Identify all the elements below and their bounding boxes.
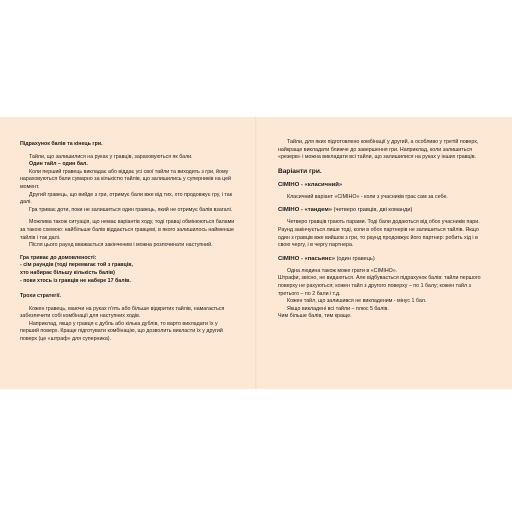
paragraph: Тайли, що залишилися на руках у гравців, зараховуються як бали. <box>29 153 193 160</box>
variant-name: СІМІНО <box>278 181 300 188</box>
variant-subtitle: - «пасьянс» <box>300 255 335 262</box>
paragraph: Коли перший гравець викладає або віддає усі свої тайли та виходить з гри, йому нараховуються бали сумарно за кількістю тайлів, що залишились у суперників на цей момент. <box>20 168 232 190</box>
variant-note: (четверо гравців, дві команди) <box>333 207 413 214</box>
rule-line: - сім раундів (тоді перемагає той з гравців, <box>20 262 133 269</box>
paragraph: Якщо викладені всі тайли – плюс 5 балів. <box>287 305 389 312</box>
paragraph: Четверо гравців грають парами. Тоді бали додаються від обох учасників пари. Раунд закінчується лише тоді, коли в обох партнерів не залишиться тайлів. Якщо один з гравців вже вийшов з гри, то раунд продовжує його партнер: робить хід і в свою чергу, і в чергу партнера. <box>278 219 480 249</box>
paragraph: Тайли, для яких підготовлено комбінації у другий, а особливо у третій поверх, найкраще викладати ближче до завершення гри. Наприклад, коли залишиться «резерв» і можна викладати всі тайли, що залишилися на руках у інших гравців. <box>278 139 479 161</box>
variant-name: СІМІНО <box>278 207 300 214</box>
paragraph: Кожен тайл, що залишився не викладеним - мінус 1 бал. <box>287 298 427 305</box>
rule-title: Гра триває до домовленості: <box>20 254 97 261</box>
heading-strategy: Трохи стратегії. <box>20 293 61 300</box>
variant-subtitle: - «тандем» <box>300 207 333 214</box>
one-tile-label: Один тайл – один бал. <box>29 161 88 168</box>
right-page <box>256 117 512 389</box>
paragraph: Штрафи, звісно, не видаються. Але відбувається підрахунок балів: тайли першого поверху не рахуються; кожен тайл з другого поверху – по 1 балу; кожен тайл з третього – по 2 бали і т.д. <box>278 275 481 297</box>
paragraph: Можлива також ситуація, що немає варіантів ходу, тоді гравці обмінюються балами за такою схемою: найбільше балів віддається гравцеві, в якого залишилось найменше тайлів і так далі. <box>20 219 235 241</box>
paragraph: Одна людина також може грати в «СІМІНО». <box>287 267 398 274</box>
rule-line: хто набирає більшу кількість балів) <box>20 269 115 276</box>
variant-subtitle: - «класичний» <box>300 181 343 188</box>
paragraph: Кожен гравець, маючи на руках п'ять або більше відкритих тайлів, намагається забезпечити собі комбінації для наступних ходів. <box>20 305 225 320</box>
variant-name: СІМІНО <box>278 255 300 262</box>
paragraph: Наприклад, якщо у гравця є дубль або кілька дублів, то варто викладати їх у перший поверх. Краще підготувати комбінацію, що дозволить викласти їх у другий поверх (це «штраф» для суперника). <box>20 320 223 343</box>
paragraph: Гра триває доти, поки не залишиться один гравець, який не отримує балів взагалі. <box>29 206 233 213</box>
book-spread <box>0 117 512 389</box>
variant-solitaire-title <box>278 255 490 263</box>
variant-tandem-title <box>278 206 490 214</box>
paragraph: Чим більше балів, тим краще. <box>278 313 352 320</box>
paragraph: Після цього раунд вважається закінченим і можна розпочинати наступний. <box>29 242 213 249</box>
rule-line: - поки хтось із гравців не набере 17 балів. <box>20 277 131 284</box>
heading-scoring: Підрахунок балів та кінець гри. <box>20 141 103 147</box>
variant-classic-title <box>278 181 490 189</box>
paragraph: Класичний варіант «СІМІНО» - коли з учасників грає сам за себе. <box>287 193 448 200</box>
paragraph: Другий гравець, що вийде з гри, отримує бали вже від тих, хто продовжує гру, і так далі. <box>20 191 233 206</box>
variant-note: (один гравець) <box>336 255 375 262</box>
heading-variants: Варіанти гри. <box>278 167 322 175</box>
left-page <box>0 117 256 389</box>
